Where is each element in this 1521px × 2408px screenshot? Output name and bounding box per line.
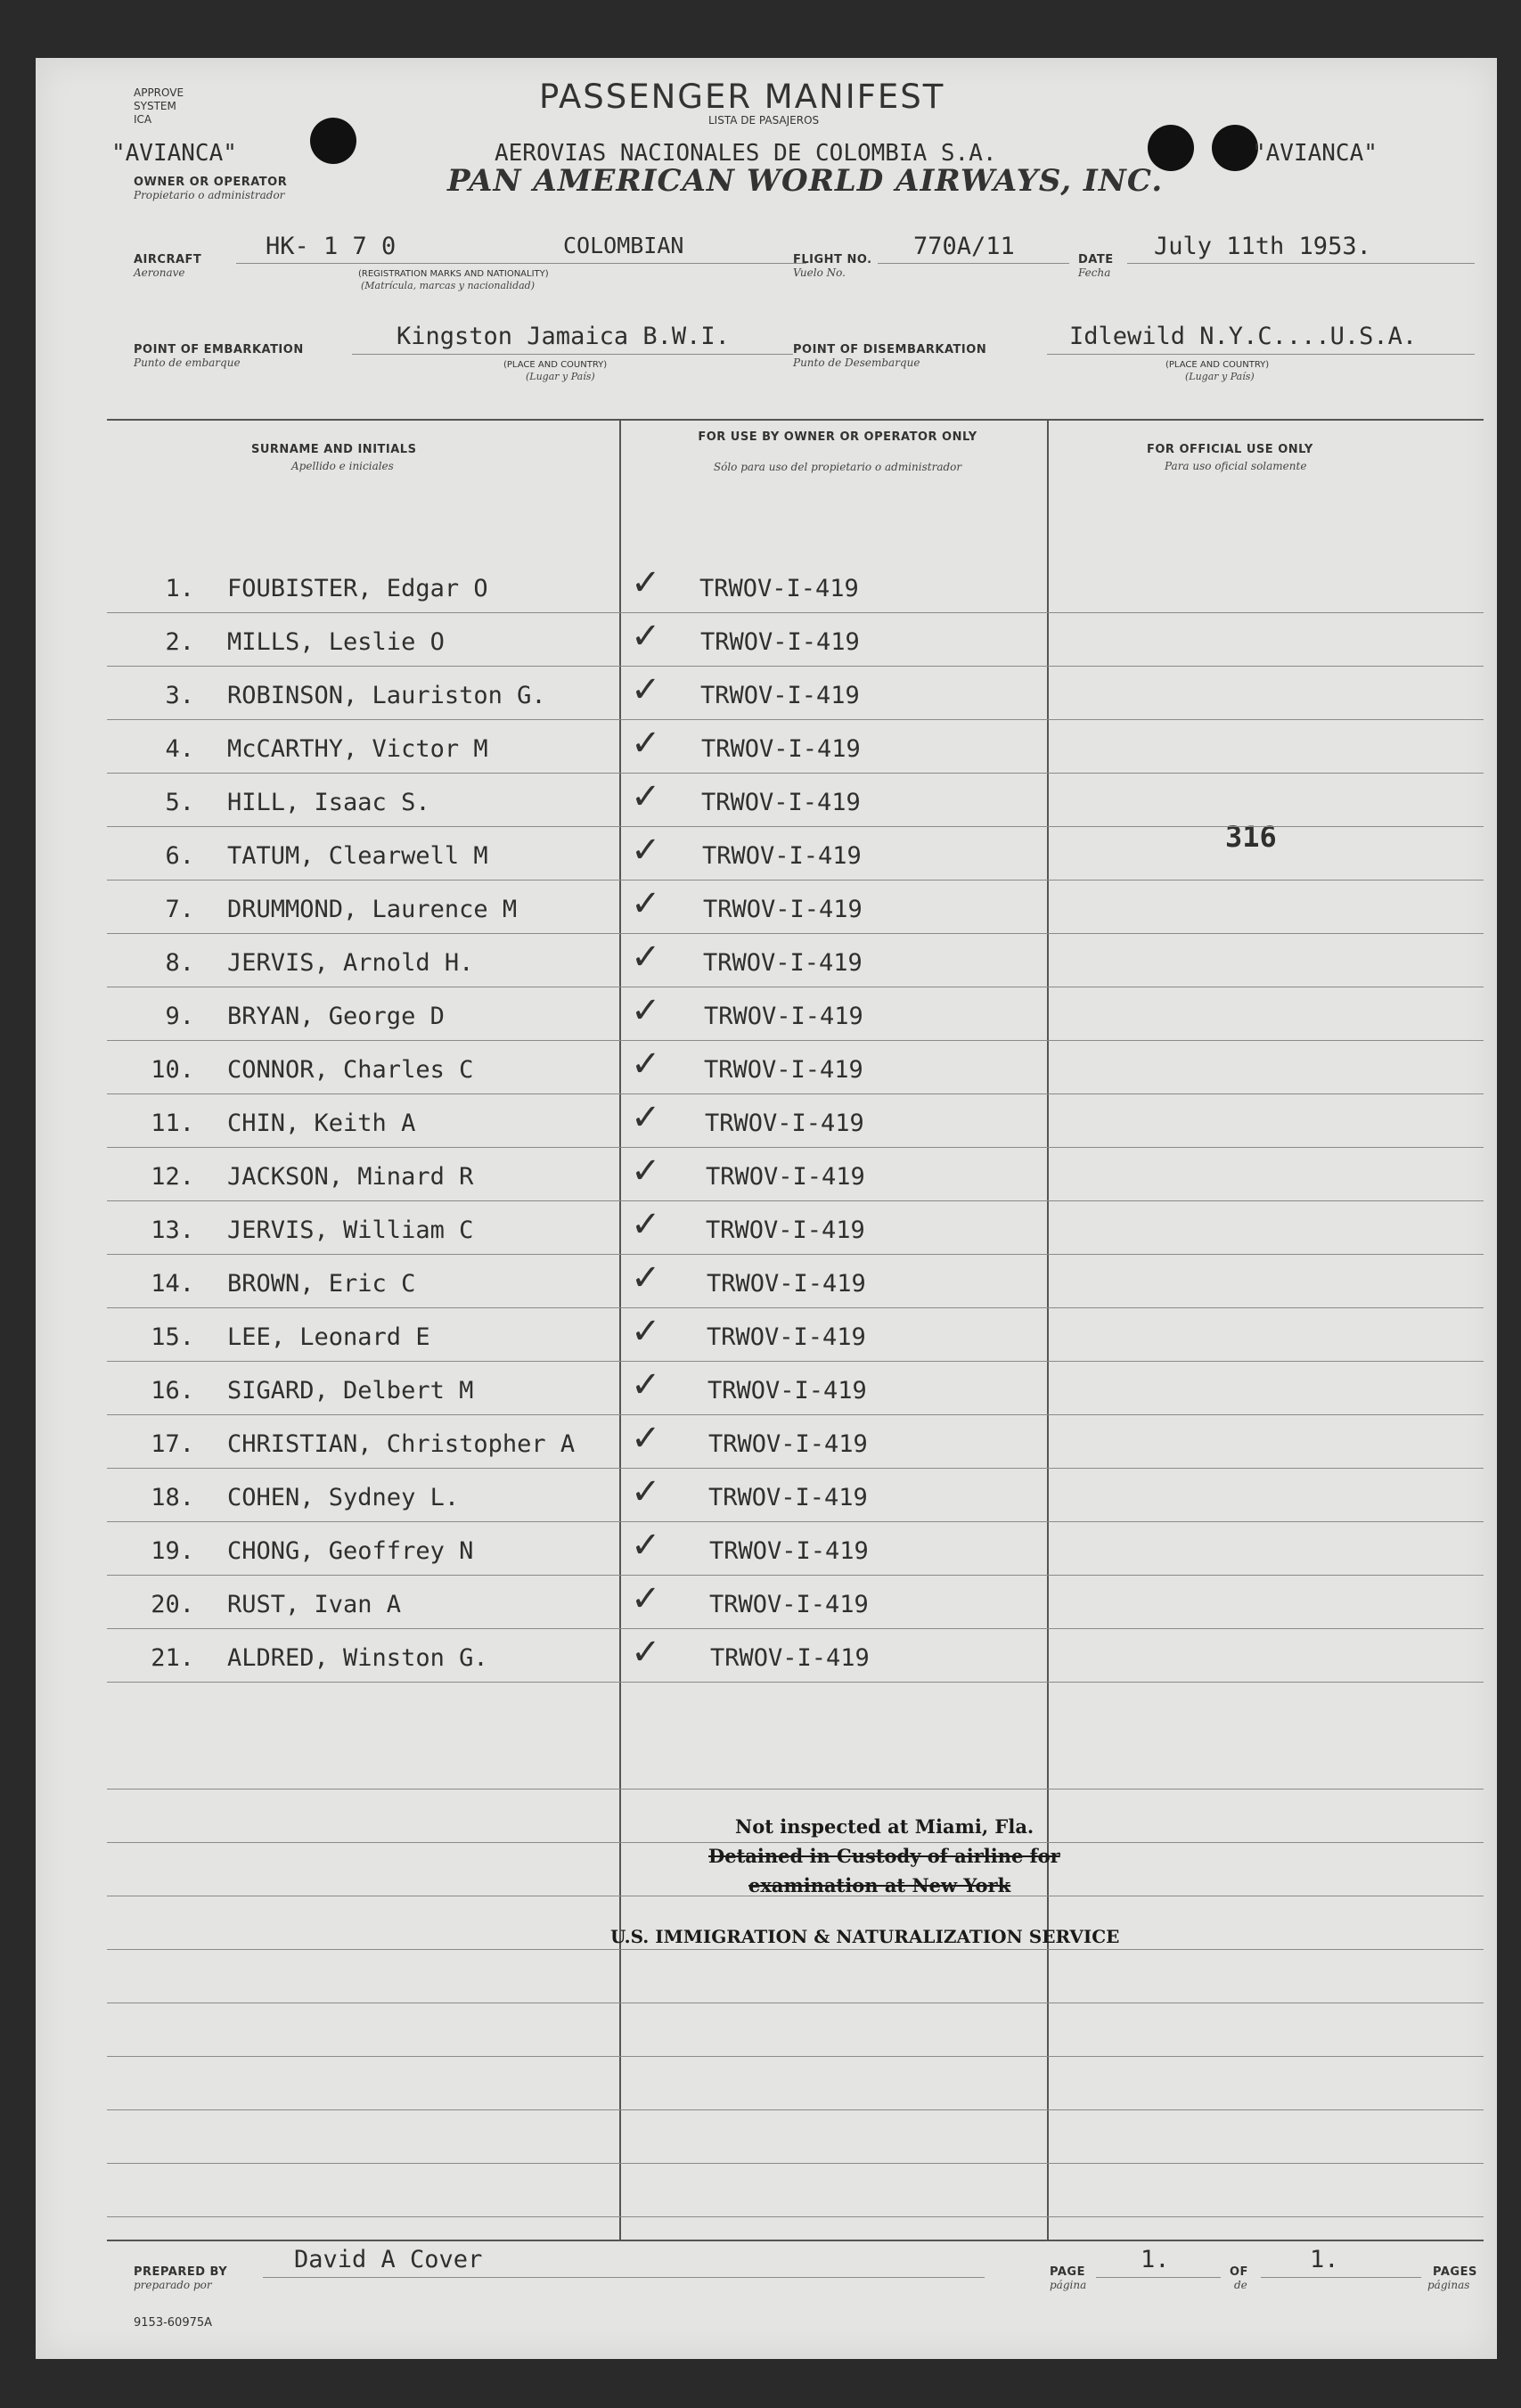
stamp-line-4: U.S. IMMIGRATION & NATURALIZATION SERVICE — [610, 1926, 1120, 1947]
row-rule — [107, 666, 1484, 667]
passenger-number: 20. — [151, 1591, 194, 1618]
passenger-number: 10. — [151, 1056, 194, 1084]
of-label: OF — [1230, 2265, 1248, 2279]
row-rule — [107, 1468, 1484, 1469]
check-mark-icon: ✓ — [631, 669, 661, 710]
approval-line-2: SYSTEM — [134, 100, 176, 112]
row-rule — [107, 1093, 1484, 1094]
passenger-number: 14. — [151, 1270, 194, 1298]
disembarkation-value: Idlewild N.Y.C....U.S.A. — [1069, 323, 1418, 350]
passenger-code: TRWOV-I-419 — [700, 682, 860, 709]
check-mark-icon: ✓ — [631, 1471, 661, 1512]
passenger-name: McCARTHY, Victor M — [227, 735, 488, 763]
check-mark-icon: ✓ — [631, 723, 661, 764]
passenger-name: LEE, Leonard E — [227, 1323, 430, 1351]
blank-row-rule — [107, 2163, 1484, 2164]
flight-label: FLIGHT NO. — [793, 253, 872, 266]
passenger-name: JACKSON, Minard R — [227, 1163, 474, 1191]
row-rule — [107, 1575, 1484, 1576]
passenger-code: TRWOV-I-419 — [707, 1270, 866, 1298]
manifest-sheet — [36, 58, 1497, 2359]
check-mark-icon: ✓ — [631, 1311, 661, 1352]
row-rule — [107, 773, 1484, 774]
passenger-code: TRWOV-I-419 — [709, 1591, 869, 1618]
passenger-name: BROWN, Eric C — [227, 1270, 416, 1298]
blank-row-rule — [107, 1789, 1484, 1790]
passenger-name: DRUMMOND, Laurence M — [227, 896, 518, 923]
passenger-code: TRWOV-I-419 — [699, 575, 859, 602]
passenger-code: TRWOV-I-419 — [704, 1056, 863, 1084]
check-mark-icon: ✓ — [631, 1204, 661, 1245]
prepared-label-es: preparado por — [134, 2279, 212, 2291]
column-divider-1 — [619, 419, 621, 2241]
stamp-line-1: Not inspected at Miami, Fla. — [735, 1815, 1034, 1838]
passenger-number: 1. — [165, 575, 194, 602]
operator-label: OWNER OR OPERATOR — [134, 176, 288, 189]
column-header-official-es: Para uso oficial solamente — [1165, 460, 1307, 472]
passenger-name: HILL, Isaac S. — [227, 789, 430, 816]
column-header-owner-es-text: Sólo para uso del propietario o administrador — [713, 461, 962, 473]
passenger-number: 17. — [151, 1430, 194, 1458]
manifest-title: PASSENGER MANIFEST — [539, 78, 945, 116]
passenger-number: 16. — [151, 1377, 194, 1405]
page-label: PAGE — [1050, 2265, 1085, 2279]
passenger-code: TRWOV-I-419 — [709, 1537, 869, 1565]
aircraft-label-es: Aeronave — [134, 266, 185, 279]
passenger-code: TRWOV-I-419 — [706, 1216, 865, 1244]
passenger-code: TRWOV-I-419 — [707, 1377, 867, 1405]
blank-row-rule — [107, 2056, 1484, 2057]
passenger-code: TRWOV-I-419 — [701, 735, 861, 763]
punch-hole-left — [310, 118, 356, 164]
operator-right: "AVIANCA" — [1252, 140, 1378, 167]
passenger-code: TRWOV-I-419 — [710, 1644, 870, 1672]
passenger-number: 12. — [151, 1163, 194, 1191]
passenger-name: SIGARD, Delbert M — [227, 1377, 474, 1405]
row-rule — [107, 719, 1484, 720]
blank-row-rule — [107, 2216, 1484, 2217]
check-mark-icon: ✓ — [631, 776, 661, 817]
passenger-number: 7. — [165, 896, 194, 923]
row-rule — [107, 1307, 1484, 1308]
check-mark-icon: ✓ — [631, 937, 661, 978]
aircraft-nationality: COLOMBIAN — [563, 233, 684, 258]
check-mark-icon: ✓ — [631, 1364, 661, 1405]
passenger-number: 15. — [151, 1323, 194, 1351]
row-rule — [107, 1200, 1484, 1201]
passenger-name: CONNOR, Charles C — [227, 1056, 474, 1084]
check-mark-icon: ✓ — [631, 1578, 661, 1619]
passenger-number: 13. — [151, 1216, 194, 1244]
aircraft-registration: HK- 1 7 0 — [266, 233, 397, 260]
check-mark-icon: ✓ — [631, 1044, 661, 1085]
blank-row-rule — [107, 1842, 1484, 1843]
passenger-number: 11. — [151, 1110, 194, 1137]
pages-label-es: páginas — [1427, 2279, 1470, 2291]
approval-line-3: ICA — [134, 113, 152, 126]
check-mark-icon: ✓ — [631, 1632, 661, 1673]
check-mark-icon: ✓ — [631, 1257, 661, 1298]
row-rule — [107, 826, 1484, 827]
row-rule — [107, 933, 1484, 934]
passenger-number: 3. — [165, 682, 194, 709]
embarkation-label: POINT OF EMBARKATION — [134, 343, 304, 356]
disembarkation-place-label-es: (Lugar y País) — [1185, 371, 1255, 382]
row-rule — [107, 1147, 1484, 1148]
page-total: 1. — [1310, 2246, 1339, 2273]
check-mark-icon: ✓ — [631, 616, 661, 657]
stamp-line-2: Detained in Custody of airline for — [708, 1845, 1060, 1867]
passenger-code: TRWOV-I-419 — [706, 1163, 865, 1191]
passenger-number: 18. — [151, 1484, 194, 1511]
passenger-name: MILLS, Leslie O — [227, 628, 445, 656]
passenger-number: 8. — [165, 949, 194, 977]
row-rule — [107, 1628, 1484, 1629]
passenger-name: FOUBISTER, Edgar O — [227, 575, 488, 602]
passenger-code: TRWOV-I-419 — [701, 789, 861, 816]
registration-label-es: (Matrícula, marcas y nacionalidad) — [361, 280, 535, 291]
column-header-owner — [659, 430, 1016, 444]
prepared-by-value: David A Cover — [294, 2246, 483, 2273]
row-rule — [107, 612, 1484, 613]
column-header-names-es: Apellido e iniciales — [291, 460, 394, 472]
passenger-code: TRWOV-I-419 — [704, 1003, 863, 1030]
passenger-code: TRWOV-I-419 — [708, 1430, 868, 1458]
passenger-number: 6. — [165, 842, 194, 870]
passenger-name: JERVIS, Arnold H. — [227, 949, 474, 977]
passenger-name: COHEN, Sydney L. — [227, 1484, 460, 1511]
check-mark-icon: ✓ — [631, 562, 661, 603]
passenger-name: ROBINSON, Lauriston G. — [227, 682, 546, 709]
check-mark-icon: ✓ — [631, 990, 661, 1031]
date-label-es: Fecha — [1078, 266, 1111, 279]
embarkation-label-es: Punto de embarque — [134, 356, 241, 369]
check-mark-icon: ✓ — [631, 883, 661, 924]
passenger-name: CHONG, Geoffrey N — [227, 1537, 474, 1565]
disembarkation-place-label: (PLACE AND COUNTRY) — [1165, 360, 1270, 370]
stamp-line-3: examination at New York — [748, 1874, 1011, 1896]
passenger-code: TRWOV-I-419 — [708, 1484, 868, 1511]
embarkation-value: Kingston Jamaica B.W.I. — [397, 323, 730, 350]
passenger-number: 2. — [165, 628, 194, 656]
passenger-name: BRYAN, George D — [227, 1003, 445, 1030]
of-label-es: de — [1234, 2279, 1247, 2291]
column-divider-2 — [1047, 419, 1049, 2241]
flight-label-es: Vuelo No. — [793, 266, 846, 279]
flight-number: 770A/11 — [913, 233, 1015, 260]
passenger-code: TRWOV-I-419 — [705, 1110, 864, 1137]
official-number: 316 — [1225, 820, 1277, 854]
check-mark-icon: ✓ — [631, 1097, 661, 1138]
passenger-code: TRWOV-I-419 — [700, 628, 860, 656]
check-mark-icon: ✓ — [631, 830, 661, 871]
passenger-name: CHRISTIAN, Christopher A — [227, 1430, 576, 1458]
table-top-border — [107, 419, 1484, 421]
row-rule — [107, 1682, 1484, 1683]
operator-label-es: Propietario o administrador — [134, 189, 285, 201]
page-label-es: página — [1050, 2279, 1087, 2291]
row-rule — [107, 1040, 1484, 1041]
manifest-title-es: LISTA DE PASAJEROS — [708, 114, 820, 127]
passenger-code: TRWOV-I-419 — [703, 896, 863, 923]
passenger-number: 21. — [151, 1644, 194, 1672]
passenger-number: 5. — [165, 789, 194, 816]
check-mark-icon: ✓ — [631, 1418, 661, 1459]
airline-name-1: AEROVIAS NACIONALES DE COLOMBIA S.A. — [495, 140, 997, 167]
passenger-code: TRWOV-I-419 — [703, 949, 863, 977]
disembarkation-label: POINT OF DISEMBARKATION — [793, 343, 987, 356]
passenger-code: TRWOV-I-419 — [702, 842, 862, 870]
check-mark-icon: ✓ — [631, 1525, 661, 1566]
column-header-owner-es — [677, 461, 998, 473]
passenger-number: 4. — [165, 735, 194, 763]
prepared-label: PREPARED BY — [134, 2265, 228, 2279]
column-header-names: SURNAME AND INITIALS — [251, 443, 417, 456]
check-mark-icon: ✓ — [631, 1151, 661, 1192]
passenger-number: 9. — [165, 1003, 194, 1030]
approval-line-1: APPROVE — [134, 86, 184, 99]
disembarkation-label-es: Punto de Desembarque — [793, 356, 920, 369]
date-label: DATE — [1078, 253, 1114, 266]
row-rule — [107, 1414, 1484, 1415]
passenger-name: ALDRED, Winston G. — [227, 1644, 488, 1672]
form-number: 9153-60975A — [134, 2316, 213, 2330]
page-number: 1. — [1141, 2246, 1170, 2273]
flight-date: July 11th 1953. — [1154, 233, 1371, 260]
aircraft-label: AIRCRAFT — [134, 253, 202, 266]
passenger-name: TATUM, Clearwell M — [227, 842, 488, 870]
embarkation-place-label-es: (Lugar y País) — [526, 371, 595, 382]
blank-row-rule — [107, 2109, 1484, 2110]
embarkation-place-label: (PLACE AND COUNTRY) — [503, 360, 608, 370]
registration-label: (REGISTRATION MARKS AND NATIONALITY) — [358, 269, 549, 279]
passenger-name: CHIN, Keith A — [227, 1110, 416, 1137]
row-rule — [107, 1521, 1484, 1522]
row-rule — [107, 1254, 1484, 1255]
column-header-owner-text: FOR USE BY OWNER OR OPERATOR ONLY — [698, 430, 977, 444]
passenger-name: JERVIS, William C — [227, 1216, 474, 1244]
pages-label: PAGES — [1433, 2265, 1477, 2279]
passenger-name: RUST, Ivan A — [227, 1591, 402, 1618]
blank-row-rule — [107, 1949, 1484, 1950]
passenger-code: TRWOV-I-419 — [707, 1323, 866, 1351]
operator-left: "AVIANCA" — [111, 140, 237, 167]
passenger-number: 19. — [151, 1537, 194, 1565]
airline-name-2: PAN AMERICAN WORLD AIRWAYS, INC. — [447, 163, 1164, 199]
row-rule — [107, 1361, 1484, 1362]
column-header-official: FOR OFFICIAL USE ONLY — [1147, 443, 1313, 456]
